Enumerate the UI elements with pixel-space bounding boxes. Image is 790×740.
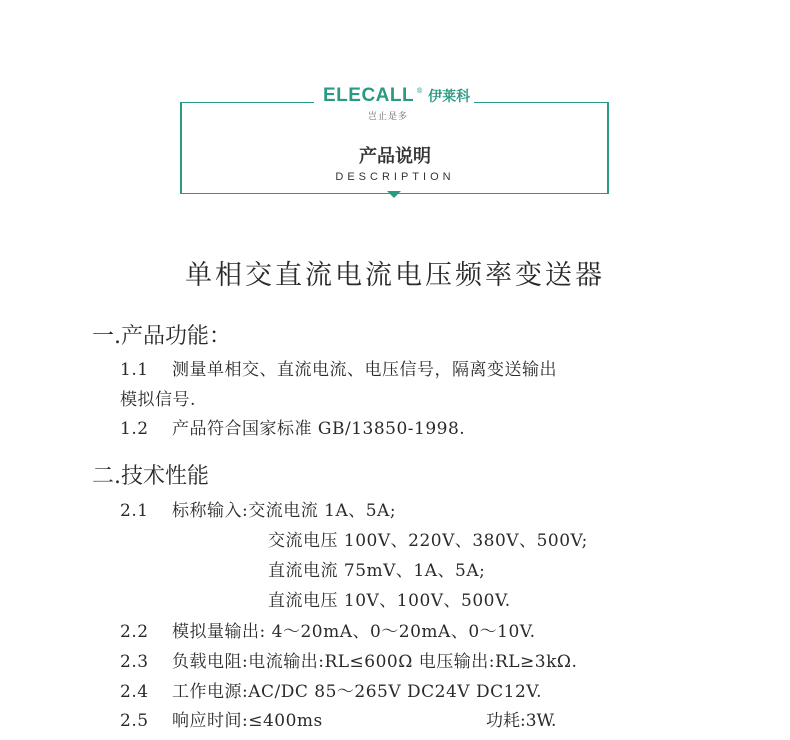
down-arrow-icon — [387, 191, 401, 198]
section-heading-cn: 产品说明 — [359, 146, 431, 167]
item-text: 交流电压 100V、220V、380V、500V; — [268, 531, 588, 551]
item-text: 响应时间:≤400ms — [172, 711, 323, 731]
brand-name-cn: 伊莱科 — [428, 89, 471, 105]
spec-line — [120, 617, 535, 642]
spec-line — [120, 496, 396, 521]
frame-top-left-line — [180, 102, 314, 103]
spec-line — [120, 385, 196, 410]
item-number: 2.2 — [120, 622, 149, 642]
item-text: 模拟信号. — [120, 390, 196, 410]
spec-line — [268, 556, 485, 581]
item-text: 直流电压 10V、100V、500V. — [268, 591, 511, 611]
item-text: 直流电流 75mV、1A、5A; — [268, 561, 486, 581]
item-number: 1.2 — [120, 419, 149, 439]
item-text: 测量单相交、直流电流、电压信号，隔离变送输出 — [172, 360, 557, 380]
item-number: 2.1 — [120, 501, 149, 521]
spec-line — [268, 526, 588, 551]
spec-line — [120, 355, 557, 380]
item-number: 2.4 — [120, 682, 149, 702]
spec-line — [120, 414, 465, 439]
item-number: 2.3 — [120, 652, 149, 672]
section2-heading: 二.技术性能 — [92, 464, 209, 489]
item-number: 1.1 — [120, 360, 149, 380]
brand-name-en: ELECALL — [323, 85, 415, 106]
section-heading-en: DESCRIPTION — [335, 171, 455, 183]
spec-line — [120, 706, 323, 731]
frame-top-right-line — [474, 102, 609, 103]
registered-mark: ® — [416, 87, 424, 95]
spec-line — [120, 647, 577, 672]
item-text: 模拟量输出: 4～20mA、0～20mA、0～10V. — [172, 622, 536, 642]
item-text: 负载电阻:电流输出:RL≤600Ω 电压输出:RL≥3kΩ. — [172, 652, 578, 672]
spec-line — [120, 677, 542, 702]
item-number: 2.5 — [120, 711, 149, 731]
power-consumption: 功耗:3W. — [486, 711, 557, 731]
section1-heading: 一.产品功能： — [92, 324, 231, 349]
item-text: 标称输入:交流电流 1A、5A; — [172, 501, 397, 521]
spec-line — [268, 586, 511, 611]
item-text: 产品符合国家标准 GB/13850-1998. — [172, 419, 466, 439]
document-title: 单相交直流电流电压频率变送器 — [185, 260, 605, 291]
brand-slogan: 岂止是多 — [368, 112, 409, 122]
item-text: 工作电源:AC/DC 85～265V DC24V DC12V. — [172, 682, 542, 702]
